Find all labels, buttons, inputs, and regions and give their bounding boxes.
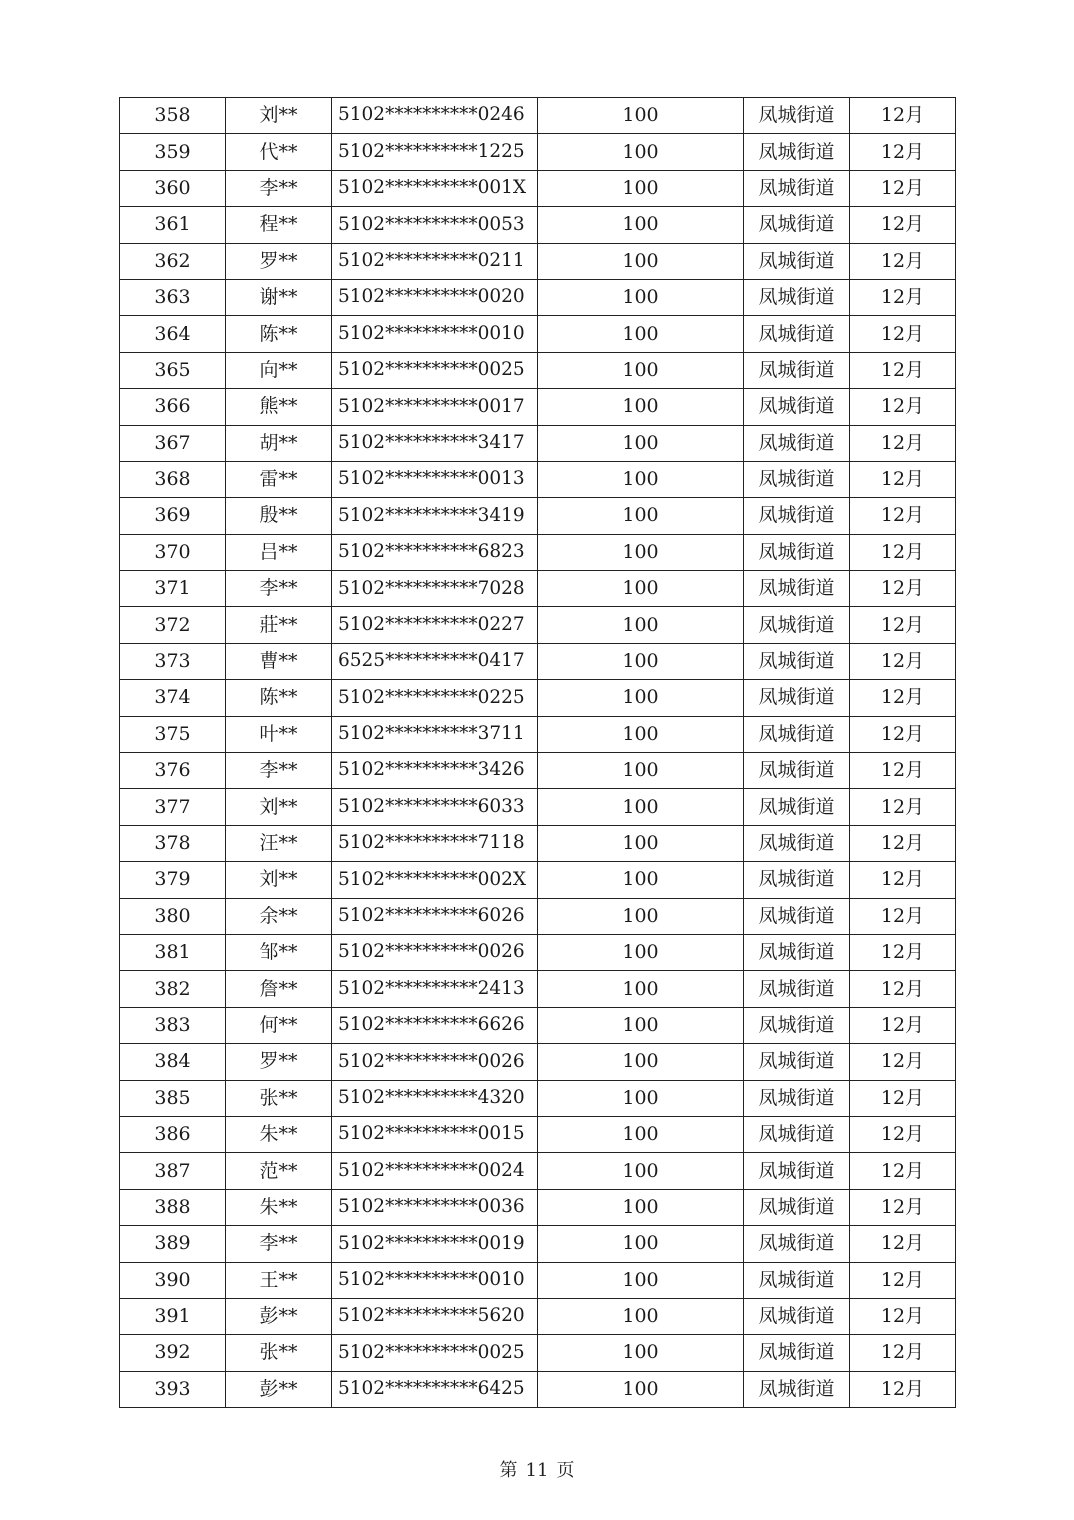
cell-month: 12月: [850, 98, 956, 134]
cell-month: 12月: [850, 425, 956, 461]
cell-month: 12月: [850, 789, 956, 825]
table-row: [120, 425, 956, 461]
cell-month: 12月: [850, 1007, 956, 1043]
cell-month: 12月: [850, 971, 956, 1007]
table-row: [120, 607, 956, 643]
table-row: [120, 1262, 956, 1298]
cell-month: 12月: [850, 1153, 956, 1189]
roster-table-body: [120, 98, 956, 1408]
cell-name: 吕**: [226, 534, 332, 570]
cell-area: 凤城街道: [744, 1007, 850, 1043]
cell-name: 罗**: [226, 1044, 332, 1080]
cell-area: 凤城街道: [744, 1371, 850, 1407]
cell-id-number: 5102**********0025: [332, 1335, 538, 1371]
cell-serial-number: 372: [120, 607, 226, 643]
cell-serial-number: 369: [120, 498, 226, 534]
cell-serial-number: 364: [120, 316, 226, 352]
cell-id-number: 5102**********0010: [332, 1262, 538, 1298]
table-row: [120, 643, 956, 679]
cell-serial-number: 361: [120, 207, 226, 243]
cell-name: 彭**: [226, 1298, 332, 1334]
table-row: [120, 971, 956, 1007]
cell-month: 12月: [850, 534, 956, 570]
cell-area: 凤城街道: [744, 170, 850, 206]
cell-id-number: 5102**********3417: [332, 425, 538, 461]
cell-month: 12月: [850, 898, 956, 934]
cell-area: 凤城街道: [744, 534, 850, 570]
cell-area: 凤城街道: [744, 98, 850, 134]
cell-area: 凤城街道: [744, 1153, 850, 1189]
cell-area: 凤城街道: [744, 571, 850, 607]
cell-amount: 100: [538, 1189, 744, 1225]
cell-area: 凤城街道: [744, 1298, 850, 1334]
cell-amount: 100: [538, 680, 744, 716]
cell-name: 殷**: [226, 498, 332, 534]
cell-id-number: 5102**********6026: [332, 898, 538, 934]
cell-area: 凤城街道: [744, 862, 850, 898]
page-number-value: 11: [525, 1460, 549, 1481]
cell-name: 代**: [226, 134, 332, 170]
cell-id-number: 5102**********0026: [332, 934, 538, 970]
cell-area: 凤城街道: [744, 1116, 850, 1152]
cell-month: 12月: [850, 461, 956, 497]
cell-amount: 100: [538, 716, 744, 752]
cell-amount: 100: [538, 571, 744, 607]
table-row: [120, 1189, 956, 1225]
cell-area: 凤城街道: [744, 389, 850, 425]
cell-amount: 100: [538, 1335, 744, 1371]
cell-amount: 100: [538, 498, 744, 534]
cell-month: 12月: [850, 207, 956, 243]
cell-name: 李**: [226, 170, 332, 206]
cell-serial-number: 387: [120, 1153, 226, 1189]
table-row: [120, 825, 956, 861]
table-row: [120, 753, 956, 789]
page-number: [0, 1456, 1074, 1482]
cell-month: 12月: [850, 716, 956, 752]
cell-amount: 100: [538, 1044, 744, 1080]
table-row: [120, 207, 956, 243]
cell-month: 12月: [850, 134, 956, 170]
cell-id-number: 5102**********0246: [332, 98, 538, 134]
cell-id-number: 5102**********7028: [332, 571, 538, 607]
cell-serial-number: 391: [120, 1298, 226, 1334]
cell-amount: 100: [538, 789, 744, 825]
cell-name: 张**: [226, 1335, 332, 1371]
cell-amount: 100: [538, 461, 744, 497]
cell-name: 陈**: [226, 316, 332, 352]
cell-name: 何**: [226, 1007, 332, 1043]
cell-serial-number: 366: [120, 389, 226, 425]
cell-area: 凤城街道: [744, 753, 850, 789]
cell-area: 凤城街道: [744, 498, 850, 534]
cell-month: 12月: [850, 389, 956, 425]
cell-month: 12月: [850, 825, 956, 861]
table-row: [120, 934, 956, 970]
cell-serial-number: 392: [120, 1335, 226, 1371]
cell-area: 凤城街道: [744, 279, 850, 315]
cell-month: 12月: [850, 1371, 956, 1407]
cell-serial-number: 363: [120, 279, 226, 315]
cell-month: 12月: [850, 243, 956, 279]
cell-id-number: 5102**********6823: [332, 534, 538, 570]
cell-amount: 100: [538, 753, 744, 789]
cell-area: 凤城街道: [744, 1080, 850, 1116]
cell-serial-number: 377: [120, 789, 226, 825]
cell-id-number: 5102**********7118: [332, 825, 538, 861]
cell-name: 程**: [226, 207, 332, 243]
cell-area: 凤城街道: [744, 680, 850, 716]
cell-amount: 100: [538, 425, 744, 461]
cell-area: 凤城街道: [744, 1262, 850, 1298]
table-row: [120, 1371, 956, 1407]
cell-id-number: 5102**********2413: [332, 971, 538, 1007]
cell-serial-number: 365: [120, 352, 226, 388]
cell-month: 12月: [850, 1335, 956, 1371]
cell-serial-number: 371: [120, 571, 226, 607]
cell-serial-number: 378: [120, 825, 226, 861]
table-row: [120, 898, 956, 934]
table-row: [120, 279, 956, 315]
cell-area: 凤城街道: [744, 789, 850, 825]
cell-name: 刘**: [226, 862, 332, 898]
cell-serial-number: 370: [120, 534, 226, 570]
cell-amount: 100: [538, 534, 744, 570]
cell-area: 凤城街道: [744, 425, 850, 461]
cell-area: 凤城街道: [744, 643, 850, 679]
cell-area: 凤城街道: [744, 825, 850, 861]
cell-name: 詹**: [226, 971, 332, 1007]
cell-serial-number: 358: [120, 98, 226, 134]
cell-serial-number: 383: [120, 1007, 226, 1043]
cell-id-number: 5102**********0225: [332, 680, 538, 716]
cell-serial-number: 384: [120, 1044, 226, 1080]
cell-id-number: 5102**********3419: [332, 498, 538, 534]
table-row: [120, 1335, 956, 1371]
table-row: [120, 170, 956, 206]
cell-month: 12月: [850, 316, 956, 352]
cell-id-number: 5102**********0020: [332, 279, 538, 315]
cell-name: 张**: [226, 1080, 332, 1116]
cell-month: 12月: [850, 1262, 956, 1298]
cell-amount: 100: [538, 352, 744, 388]
table-row: [120, 571, 956, 607]
cell-month: 12月: [850, 498, 956, 534]
cell-serial-number: 367: [120, 425, 226, 461]
cell-id-number: 5102**********0211: [332, 243, 538, 279]
table-row: [120, 1226, 956, 1262]
cell-amount: 100: [538, 170, 744, 206]
cell-amount: 100: [538, 862, 744, 898]
cell-name: 陈**: [226, 680, 332, 716]
cell-serial-number: 362: [120, 243, 226, 279]
cell-month: 12月: [850, 1226, 956, 1262]
cell-serial-number: 382: [120, 971, 226, 1007]
cell-amount: 100: [538, 825, 744, 861]
cell-month: 12月: [850, 607, 956, 643]
table-row: [120, 1116, 956, 1152]
table-row: [120, 461, 956, 497]
cell-name: 向**: [226, 352, 332, 388]
table-row: [120, 1298, 956, 1334]
cell-amount: 100: [538, 1262, 744, 1298]
cell-month: 12月: [850, 352, 956, 388]
cell-serial-number: 390: [120, 1262, 226, 1298]
table-row: [120, 1044, 956, 1080]
cell-amount: 100: [538, 971, 744, 1007]
cell-name: 范**: [226, 1153, 332, 1189]
page-number-suffix: 页: [556, 1460, 575, 1481]
cell-amount: 100: [538, 1298, 744, 1334]
table-row: [120, 680, 956, 716]
cell-amount: 100: [538, 643, 744, 679]
table-row: [120, 862, 956, 898]
cell-month: 12月: [850, 934, 956, 970]
table-row: [120, 1153, 956, 1189]
table-row: [120, 534, 956, 570]
cell-serial-number: 389: [120, 1226, 226, 1262]
table-row: [120, 1080, 956, 1116]
cell-area: 凤城街道: [744, 934, 850, 970]
cell-id-number: 5102**********0026: [332, 1044, 538, 1080]
cell-serial-number: 388: [120, 1189, 226, 1225]
cell-serial-number: 359: [120, 134, 226, 170]
cell-name: 朱**: [226, 1189, 332, 1225]
cell-id-number: 5102**********0227: [332, 607, 538, 643]
cell-area: 凤城街道: [744, 1189, 850, 1225]
cell-area: 凤城街道: [744, 1226, 850, 1262]
cell-id-number: 5102**********3711: [332, 716, 538, 752]
cell-id-number: 5102**********0010: [332, 316, 538, 352]
table-row: [120, 389, 956, 425]
cell-amount: 100: [538, 1007, 744, 1043]
cell-serial-number: 375: [120, 716, 226, 752]
cell-amount: 100: [538, 279, 744, 315]
cell-id-number: 5102**********6033: [332, 789, 538, 825]
cell-area: 凤城街道: [744, 971, 850, 1007]
cell-area: 凤城街道: [744, 1044, 850, 1080]
cell-name: 谢**: [226, 279, 332, 315]
cell-id-number: 5102**********6425: [332, 1371, 538, 1407]
cell-name: 王**: [226, 1262, 332, 1298]
cell-amount: 100: [538, 1080, 744, 1116]
cell-id-number: 5102**********0053: [332, 207, 538, 243]
cell-area: 凤城街道: [744, 352, 850, 388]
table-row: [120, 352, 956, 388]
cell-id-number: 5102**********0036: [332, 1189, 538, 1225]
cell-amount: 100: [538, 1371, 744, 1407]
cell-id-number: 5102**********0013: [332, 461, 538, 497]
cell-month: 12月: [850, 680, 956, 716]
cell-area: 凤城街道: [744, 461, 850, 497]
cell-name: 朱**: [226, 1116, 332, 1152]
table-row: [120, 98, 956, 134]
cell-amount: 100: [538, 1153, 744, 1189]
cell-area: 凤城街道: [744, 207, 850, 243]
cell-id-number: 5102**********3426: [332, 753, 538, 789]
table-row: [120, 316, 956, 352]
cell-name: 莊**: [226, 607, 332, 643]
cell-id-number: 5102**********001X: [332, 170, 538, 206]
cell-month: 12月: [850, 643, 956, 679]
cell-name: 刘**: [226, 789, 332, 825]
cell-serial-number: 368: [120, 461, 226, 497]
cell-name: 雷**: [226, 461, 332, 497]
cell-month: 12月: [850, 1189, 956, 1225]
cell-id-number: 5102**********4320: [332, 1080, 538, 1116]
cell-area: 凤城街道: [744, 316, 850, 352]
cell-serial-number: 374: [120, 680, 226, 716]
table-row: [120, 1007, 956, 1043]
cell-month: 12月: [850, 1116, 956, 1152]
cell-name: 熊**: [226, 389, 332, 425]
cell-id-number: 5102**********1225: [332, 134, 538, 170]
cell-amount: 100: [538, 207, 744, 243]
cell-area: 凤城街道: [744, 134, 850, 170]
cell-serial-number: 385: [120, 1080, 226, 1116]
cell-amount: 100: [538, 98, 744, 134]
cell-month: 12月: [850, 1080, 956, 1116]
cell-name: 李**: [226, 753, 332, 789]
cell-name: 刘**: [226, 98, 332, 134]
cell-name: 叶**: [226, 716, 332, 752]
cell-name: 罗**: [226, 243, 332, 279]
roster-table: [119, 97, 956, 1408]
cell-serial-number: 379: [120, 862, 226, 898]
cell-amount: 100: [538, 389, 744, 425]
cell-amount: 100: [538, 898, 744, 934]
cell-id-number: 5102**********6626: [332, 1007, 538, 1043]
cell-month: 12月: [850, 1298, 956, 1334]
table-row: [120, 243, 956, 279]
cell-serial-number: 376: [120, 753, 226, 789]
cell-amount: 100: [538, 1116, 744, 1152]
cell-name: 李**: [226, 571, 332, 607]
cell-month: 12月: [850, 1044, 956, 1080]
cell-name: 邹**: [226, 934, 332, 970]
cell-area: 凤城街道: [744, 607, 850, 643]
cell-serial-number: 386: [120, 1116, 226, 1152]
cell-month: 12月: [850, 571, 956, 607]
cell-area: 凤城街道: [744, 1335, 850, 1371]
cell-serial-number: 380: [120, 898, 226, 934]
cell-id-number: 5102**********002X: [332, 862, 538, 898]
cell-area: 凤城街道: [744, 716, 850, 752]
cell-month: 12月: [850, 170, 956, 206]
cell-name: 汪**: [226, 825, 332, 861]
page-number-prefix: 第: [499, 1460, 518, 1481]
cell-area: 凤城街道: [744, 898, 850, 934]
table-row: [120, 498, 956, 534]
cell-name: 李**: [226, 1226, 332, 1262]
cell-id-number: 6525**********0417: [332, 643, 538, 679]
table-row: [120, 134, 956, 170]
cell-id-number: 5102**********0025: [332, 352, 538, 388]
table-row: [120, 789, 956, 825]
cell-id-number: 5102**********5620: [332, 1298, 538, 1334]
cell-name: 胡**: [226, 425, 332, 461]
cell-amount: 100: [538, 316, 744, 352]
cell-serial-number: 360: [120, 170, 226, 206]
cell-name: 彭**: [226, 1371, 332, 1407]
table-row: [120, 716, 956, 752]
cell-id-number: 5102**********0017: [332, 389, 538, 425]
cell-amount: 100: [538, 134, 744, 170]
cell-month: 12月: [850, 279, 956, 315]
cell-amount: 100: [538, 934, 744, 970]
cell-serial-number: 393: [120, 1371, 226, 1407]
cell-month: 12月: [850, 753, 956, 789]
cell-name: 余**: [226, 898, 332, 934]
cell-area: 凤城街道: [744, 243, 850, 279]
cell-amount: 100: [538, 1226, 744, 1262]
cell-amount: 100: [538, 607, 744, 643]
cell-serial-number: 373: [120, 643, 226, 679]
cell-serial-number: 381: [120, 934, 226, 970]
cell-id-number: 5102**********0015: [332, 1116, 538, 1152]
cell-id-number: 5102**********0024: [332, 1153, 538, 1189]
cell-name: 曹**: [226, 643, 332, 679]
cell-amount: 100: [538, 243, 744, 279]
cell-id-number: 5102**********0019: [332, 1226, 538, 1262]
cell-month: 12月: [850, 862, 956, 898]
